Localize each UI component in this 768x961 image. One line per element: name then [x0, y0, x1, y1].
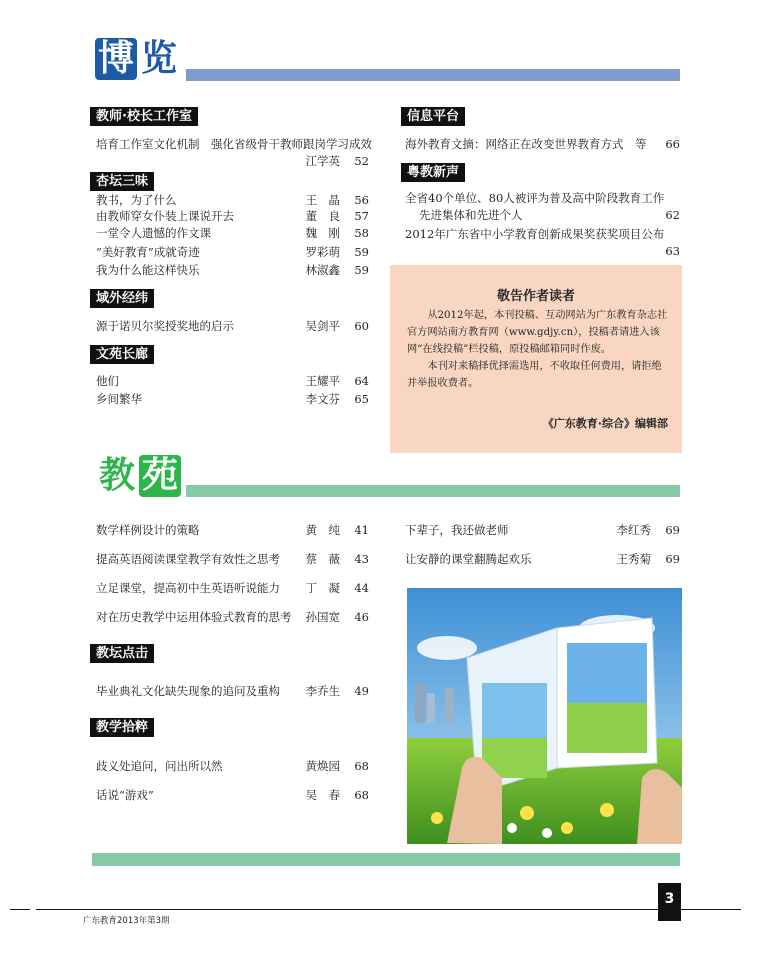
- entry-author: 王秀菊: [616, 552, 651, 566]
- entry-page: 41: [354, 523, 369, 537]
- entry-title: 乡间繁华: [96, 392, 142, 406]
- entry-page: 59: [354, 245, 369, 259]
- toc-entry[interactable]: [405, 190, 680, 206]
- entry-page: 65: [354, 392, 369, 406]
- entry-title: 毕业典礼文化缺失现象的追问及重构: [96, 684, 280, 698]
- toc-entry[interactable]: [96, 391, 369, 407]
- entry-page: 69: [665, 523, 680, 537]
- section-header-jiaoxue: 教学拾粹: [90, 718, 154, 737]
- entry-author: 魏 刚: [305, 226, 340, 240]
- section-header-literary: 文苑长廊: [90, 345, 154, 364]
- section-header-teacher-studio: 教师·校长工作室: [90, 107, 198, 126]
- page-number: 3: [658, 883, 681, 921]
- entry-page: 60: [354, 319, 369, 333]
- entry-author: 黄 纯: [305, 523, 340, 537]
- entry-title-line1: 2012年广东省中小学教育创新成果奖获奖项目公布: [405, 227, 665, 241]
- toc-entry[interactable]: [405, 522, 680, 538]
- entry-author: 孙国宽: [305, 610, 340, 624]
- toc-entry[interactable]: [96, 208, 369, 224]
- toc-entry[interactable]: [96, 609, 369, 625]
- toc-entry[interactable]: [96, 787, 369, 803]
- footer-rule: [36, 909, 741, 910]
- entry-title: 源于诺贝尔奖授奖地的启示: [96, 319, 234, 333]
- notice-title: 敬告作者读者: [496, 289, 575, 304]
- entry-title: 我为什么能这样快乐: [96, 263, 200, 277]
- entry-title: 一堂令人遗憾的作文课: [96, 226, 211, 240]
- entry-page: 58: [354, 226, 369, 240]
- entry-title: 话说“游戏”: [96, 788, 154, 802]
- entry-title: 让安静的课堂翻腾起欢乐: [405, 552, 532, 566]
- entry-title-line1: 全省40个单位、80人被评为普及高中阶段教育工作: [405, 191, 665, 205]
- entry-title: 对在历史教学中运用体验式教育的思考: [96, 610, 292, 624]
- toc-entry[interactable]: [96, 551, 369, 567]
- entry-page: 57: [354, 209, 369, 223]
- section-header-xingtan: 杏坛三味: [90, 172, 154, 191]
- footer-rule-left: [10, 909, 30, 910]
- section-header-yuejiao: 粤教新声: [401, 163, 465, 182]
- notice-box: [390, 265, 682, 453]
- masthead-char-2: 苑: [139, 455, 181, 497]
- masthead-bar-boulan: [186, 69, 680, 81]
- entry-author: 吴剑平: [305, 319, 340, 333]
- entry-page: 56: [354, 193, 369, 207]
- toc-entry[interactable]: [96, 192, 369, 208]
- masthead-char-1: 博: [95, 38, 137, 80]
- toc-entry[interactable]: [96, 580, 369, 596]
- entry-page: 62: [665, 208, 680, 222]
- entry-title: 歧义处追问，问出所以然: [96, 759, 223, 773]
- notice-body: [407, 307, 669, 392]
- entry-title: 由教师穿女仆装上课说开去: [96, 209, 234, 223]
- entry-page: 49: [354, 684, 369, 698]
- entry-author: 丁 凝: [305, 581, 340, 595]
- masthead-boulan: [95, 38, 181, 80]
- toc-entry[interactable]: [405, 551, 680, 567]
- masthead-char-1: 教: [98, 455, 135, 496]
- entry-title: 下辈子，我还做老师: [405, 523, 509, 537]
- toc-entry[interactable]: [96, 373, 369, 389]
- toc-entry[interactable]: [405, 136, 680, 152]
- entry-author: 王 晶: [305, 193, 340, 207]
- entry-page: 63: [665, 244, 680, 258]
- toc-entry[interactable]: [405, 226, 680, 242]
- entry-page: 43: [354, 552, 369, 566]
- toc-entry[interactable]: [96, 225, 369, 241]
- masthead-bar-jiaoyuan: [186, 485, 680, 497]
- toc-entry[interactable]: [96, 262, 369, 278]
- toc-entry[interactable]: [96, 244, 369, 260]
- entry-page: 46: [354, 610, 369, 624]
- illustration-svg: [407, 588, 682, 844]
- toc-entry[interactable]: [96, 522, 369, 538]
- toc-entry[interactable]: [96, 318, 369, 334]
- section-header-abroad: 域外经纬: [90, 289, 154, 308]
- notice-signature: 《广东教育·综合》编辑部: [542, 417, 668, 430]
- entry-author: 林淑鑫: [305, 263, 340, 277]
- entry-page: 52: [354, 154, 369, 168]
- entry-page: 68: [354, 788, 369, 802]
- entry-author: 王耀平: [305, 374, 340, 388]
- entry-author: 黄焕园: [305, 759, 340, 773]
- entry-page: 66: [665, 137, 680, 151]
- entry-page: 69: [665, 552, 680, 566]
- entry-title: 提高英语阅读课堂教学有效性之思考: [96, 552, 280, 566]
- entry-title: 海外教育文摘：网络正在改变世界教育方式 等: [405, 137, 647, 151]
- entry-title: 数学样例设计的策略: [96, 523, 200, 537]
- entry-author: 吴 春: [305, 788, 340, 802]
- entry-title: 立足课堂，提高初中生英语听说能力: [96, 581, 280, 595]
- entry-title-line2: 先进集体和先进个人: [419, 208, 523, 222]
- section-bottom-bar: [92, 853, 680, 866]
- entry-page: 64: [354, 374, 369, 388]
- notice-paragraph-2: 本刊对来稿择优择需选用，不收取任何费用，请拒绝并举报收费者。: [407, 361, 662, 389]
- entry-page: 59: [354, 263, 369, 277]
- entry-author: 李红秀: [616, 523, 651, 537]
- toc-entry[interactable]: [96, 758, 369, 774]
- entry-page: 44: [354, 581, 369, 595]
- toc-entry-line2[interactable]: [405, 207, 680, 223]
- entry-title: 他们: [96, 374, 119, 388]
- section-header-info-platform: 信息平台: [401, 107, 465, 126]
- entry-title: “美好教育”成就奇迹: [96, 245, 200, 259]
- entry-page: 68: [354, 759, 369, 773]
- entry-author: 罗彩萌: [305, 245, 340, 259]
- entry-author: 江学英: [305, 154, 340, 168]
- masthead-jiaoyuan: [95, 455, 181, 497]
- footer-publication: 广东教育2013年第3期: [83, 916, 170, 926]
- entry-author: 李文芬: [305, 392, 340, 406]
- entry-title: 教书，为了什么: [96, 193, 177, 207]
- toc-entry[interactable]: [96, 136, 372, 152]
- notice-paragraph-1: 从2012年起，本刊投稿、互动网站为广东教育杂志社官方网站南方教育网（www.gdjy.cn），投稿者请进入该网“在线投稿”栏投稿，原投稿邮箱同时作废。: [407, 310, 668, 355]
- masthead-char-2: 览: [140, 38, 177, 79]
- toc-entry[interactable]: [96, 683, 369, 699]
- entry-author: 李乔生: [305, 684, 340, 698]
- entry-title: 培育工作室文化机制 强化省级骨干教师跟岗学习成效: [96, 137, 372, 151]
- book-landscape-illustration: [407, 588, 682, 844]
- section-header-jiaotan: 教坛点击: [90, 644, 154, 663]
- entry-author: 董 良: [305, 209, 340, 223]
- entry-author: 蔡 薇: [305, 552, 340, 566]
